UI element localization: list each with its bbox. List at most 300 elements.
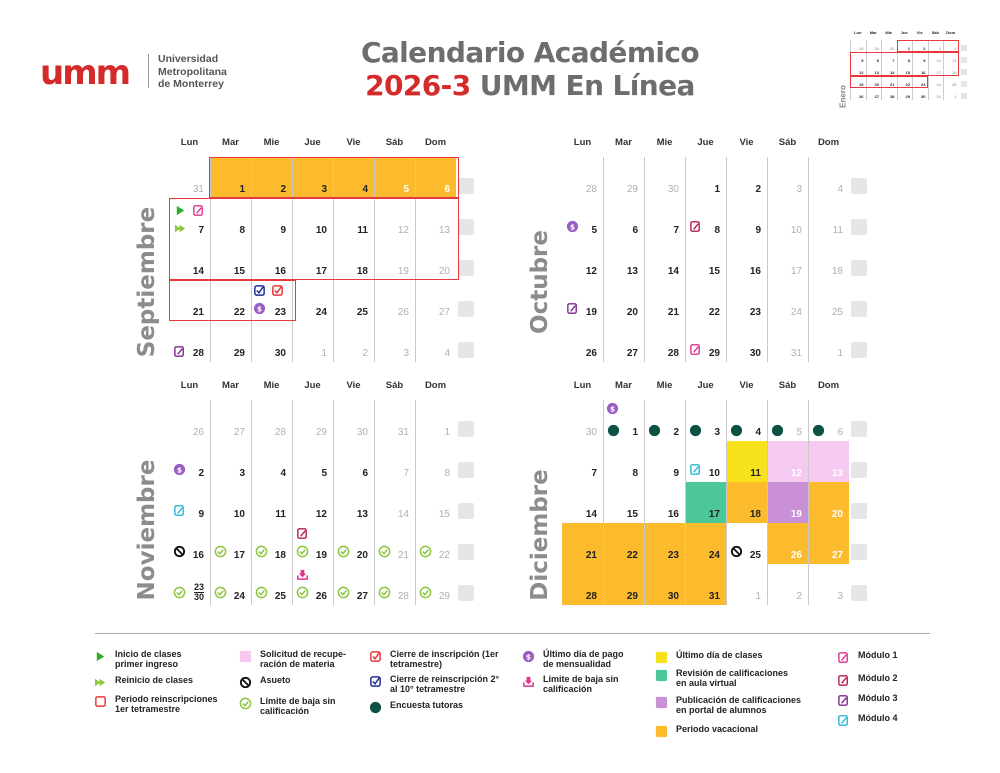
day-cell	[333, 198, 374, 239]
modulo-4-icon	[836, 714, 850, 726]
solicitud-recuperacion-icon	[238, 650, 252, 662]
weekday-diciembre: Vie	[739, 380, 754, 391]
mini-weekday: Vie	[916, 30, 923, 35]
day-number: 21	[667, 307, 679, 318]
day-cell	[685, 482, 726, 523]
day-number: 9	[280, 225, 286, 236]
day-number: 30	[667, 591, 679, 602]
legend-label: Reinicio de clases	[115, 675, 194, 685]
legend-label: Cierre de inscripción (1er tetramestre)	[390, 649, 499, 669]
limite-baja-icon	[296, 586, 309, 599]
mini-day: 24	[928, 76, 944, 88]
day-cell	[169, 400, 210, 441]
day-cell	[603, 523, 644, 564]
modulo-4-icon	[173, 504, 186, 517]
day-number: 14	[585, 509, 597, 520]
day-number: 6	[362, 468, 368, 479]
mini-day: 27	[866, 88, 882, 100]
encuesta-tutoras-icon	[771, 424, 784, 437]
legend-label: Periodo reinscripciones 1er tetramestre	[115, 694, 218, 714]
day-number: 3	[714, 427, 720, 438]
weekday-noviembre: Jue	[304, 380, 321, 391]
day-number: 28	[397, 591, 409, 602]
day-cell	[767, 523, 808, 564]
day-number: 7	[198, 225, 204, 236]
legend-label: Módulo 4	[858, 713, 898, 723]
week-checkbox[interactable]	[458, 503, 474, 519]
legend-label: Periodo vacacional	[676, 724, 759, 734]
day-cell	[726, 321, 767, 362]
day-number: 11	[832, 225, 843, 236]
week-checkbox[interactable]	[851, 342, 867, 358]
day-cell	[374, 321, 415, 362]
month-diciembre	[520, 380, 847, 615]
mini-checkbox	[961, 57, 967, 63]
day-number: 16	[192, 550, 204, 561]
legend-label: Último día de clases	[676, 650, 763, 660]
mini-weekday: Mie	[885, 30, 893, 35]
legend-item-modulo4	[836, 714, 906, 726]
mini-highlight	[850, 76, 928, 88]
day-number: 23	[274, 307, 286, 318]
day-cell	[251, 482, 292, 523]
day-number: 12	[397, 225, 409, 236]
mini-day: 12	[850, 64, 866, 76]
day-number: 1	[714, 184, 720, 195]
week-checkbox[interactable]	[851, 219, 867, 235]
mini-checkbox	[961, 69, 967, 75]
limite-baja-icon	[214, 586, 227, 599]
day-cell	[726, 441, 767, 482]
svg-text:$: $	[569, 222, 576, 232]
day-number: 10	[315, 225, 327, 236]
day-number: 15	[233, 266, 245, 277]
day-number: 3	[837, 591, 843, 602]
day-number: 8	[632, 468, 638, 479]
weekday-octubre: Dom	[817, 137, 840, 148]
day-number: 29	[626, 591, 638, 602]
mini-day: 2	[912, 40, 928, 52]
day-number: 15	[626, 509, 638, 520]
month-name-noviembre: Noviembre	[134, 459, 160, 601]
legend-item-publicacion	[654, 696, 814, 715]
day-cell	[767, 157, 808, 198]
day-cell	[251, 441, 292, 482]
mini-day: 29	[897, 88, 913, 100]
week-checkbox[interactable]	[458, 178, 474, 194]
day-number: 11	[275, 509, 286, 520]
day-number: 19	[585, 307, 597, 318]
mini-month-name: Enero	[838, 85, 848, 108]
day-cell	[251, 198, 292, 239]
day-cell	[374, 239, 415, 280]
day-cell	[726, 280, 767, 321]
legend-item-limite-baja	[521, 675, 636, 694]
day-cell	[169, 280, 210, 321]
legend-label: Módulo 1	[858, 650, 898, 660]
day-number: 17	[233, 550, 245, 561]
mini-day: 26	[850, 88, 866, 100]
day-cell	[415, 239, 456, 280]
day-cell	[644, 482, 685, 523]
day-number: 31	[397, 427, 409, 438]
weekday-septiembre: Dom	[424, 137, 447, 148]
day-cell	[333, 321, 374, 362]
week-checkbox[interactable]	[851, 544, 867, 560]
week-checkbox[interactable]	[458, 219, 474, 235]
weekday-diciembre: Lun	[573, 380, 592, 391]
day-cell	[603, 482, 644, 523]
day-number: 12	[585, 266, 597, 277]
day-number: 31	[192, 184, 204, 195]
day-number: 11	[357, 225, 368, 236]
month-name-septiembre: Septiembre	[134, 206, 160, 358]
cierre-inscripcion-icon	[271, 284, 284, 297]
day-cell	[808, 523, 849, 564]
weekday-octubre: Lun	[573, 137, 592, 148]
day-number: 20	[831, 509, 843, 520]
day-number: 4	[755, 427, 761, 438]
day-cell	[374, 482, 415, 523]
inicio-clases-icon	[93, 650, 107, 662]
legend-item-reinicio	[93, 676, 213, 688]
day-number: 23	[749, 307, 761, 318]
day-cell	[374, 441, 415, 482]
day-cell	[603, 564, 644, 605]
day-number: 20	[356, 550, 368, 561]
day-number: 12	[790, 468, 802, 479]
pago-mensualidad-icon	[173, 463, 186, 476]
day-cell	[808, 157, 849, 198]
pago-mensualidad-icon	[566, 220, 579, 233]
mini-day: 13	[866, 64, 882, 76]
day-number: 1	[632, 427, 638, 438]
day-number: 26	[790, 550, 802, 561]
week-checkbox[interactable]	[458, 462, 474, 478]
week-checkbox[interactable]	[458, 301, 474, 317]
month-name-diciembre: Diciembre	[527, 469, 553, 601]
legend-item-ultimo-pago	[521, 650, 636, 669]
legend-item-inicio	[93, 650, 183, 669]
day-cell	[210, 157, 251, 198]
day-number: 5	[321, 468, 327, 479]
modulo-2-icon	[689, 220, 702, 233]
day-number: 4	[280, 468, 286, 479]
mini-weekday: Dom	[946, 30, 956, 35]
day-cell	[603, 321, 644, 362]
weekday-noviembre: Mar	[222, 380, 239, 391]
day-number: 6	[632, 225, 638, 236]
legend-label: Inicio de clases primer ingreso	[115, 649, 182, 669]
day-number: 21	[397, 550, 409, 561]
day-number: 26	[192, 427, 204, 438]
legend-item-modulo2	[836, 674, 906, 686]
day-number: 9	[755, 225, 761, 236]
day-cell	[644, 523, 685, 564]
legend-item-asueto	[238, 676, 348, 688]
mini-day: 28	[881, 88, 897, 100]
legend-item-vacacional	[654, 725, 784, 737]
week-checkbox[interactable]	[458, 544, 474, 560]
weekday-octubre: Sáb	[778, 137, 797, 148]
day-number: 28	[274, 427, 286, 438]
mini-day: 30	[866, 40, 882, 52]
mini-day: 29	[850, 40, 866, 52]
day-number: 2	[755, 184, 761, 195]
day-number: 30	[356, 427, 368, 438]
day-cell	[292, 400, 333, 441]
legend-label: Límite de baja sin calificación	[260, 696, 336, 716]
mini-checkbox	[961, 81, 967, 87]
day-number: 24	[315, 307, 327, 318]
day-number: 5	[403, 184, 409, 195]
legend-label: Publicación de calificaciones en portal de alumnos	[676, 695, 802, 715]
reinicio-clases-icon	[174, 222, 187, 235]
day-cell	[726, 239, 767, 280]
limite-baja-icon	[238, 697, 252, 709]
day-cell	[562, 482, 603, 523]
day-number: 28	[192, 348, 204, 359]
pago-mensualidad-icon	[521, 650, 535, 662]
encuesta-tutoras-icon	[648, 424, 661, 437]
mini-calendar-enero	[838, 30, 963, 120]
day-number: 30	[274, 348, 286, 359]
day-number: 28	[585, 184, 597, 195]
logo-text: Universidad Metropolitana de Monterrey	[158, 53, 227, 90]
day-number: 1	[755, 591, 761, 602]
day-number: 12	[315, 509, 327, 520]
modulo-1-icon	[836, 651, 850, 663]
day-number: 28	[585, 591, 597, 602]
legend-item-periodo-reinsc	[93, 695, 233, 714]
day-number: 30	[585, 427, 597, 438]
day-number: 25	[749, 550, 761, 561]
week-checkbox[interactable]	[851, 260, 867, 276]
mini-day: 22	[897, 76, 913, 88]
mini-day: 18	[943, 64, 959, 76]
page-title: Calendario Académico 2026-3 UMM En Línea	[360, 36, 700, 102]
weekday-septiembre: Lun	[180, 137, 199, 148]
mini-day: 23	[912, 76, 928, 88]
day-number-bottom: 30	[193, 592, 204, 602]
mini-day: 8	[897, 52, 913, 64]
day-cell	[333, 280, 374, 321]
day-number: 31	[790, 348, 802, 359]
weekday-septiembre: Mie	[263, 137, 280, 148]
day-cell	[767, 441, 808, 482]
day-number: 1	[444, 427, 450, 438]
day-cell	[603, 441, 644, 482]
day-number: 25	[274, 591, 286, 602]
day-number: 7	[673, 225, 679, 236]
cierre-reinscripcion-icon	[253, 284, 266, 297]
day-cell	[726, 564, 767, 605]
month-septiembre	[125, 137, 452, 372]
day-number: 13	[626, 266, 638, 277]
day-cell	[169, 157, 210, 198]
legend-label: Revisión de calificaciones en aula virtual	[676, 668, 789, 688]
cierre-inscripcion-icon	[368, 650, 382, 662]
day-cell	[251, 157, 292, 198]
week-checkbox[interactable]	[458, 260, 474, 276]
week-checkbox[interactable]	[851, 421, 867, 437]
day-number: 25	[356, 307, 368, 318]
legend-label: Solicitud de recupe- ración de materia	[260, 649, 347, 669]
day-number: 15	[438, 509, 450, 520]
mini-day: 31	[881, 40, 897, 52]
day-cell	[251, 400, 292, 441]
day-number: 29	[315, 427, 327, 438]
mini-day: 21	[881, 76, 897, 88]
week-checkbox[interactable]	[458, 421, 474, 437]
legend-item-cierre-insc	[368, 650, 503, 669]
day-number: 14	[667, 266, 679, 277]
day-cell	[210, 321, 251, 362]
mini-weekday: Lun	[854, 30, 862, 35]
day-number: 4	[362, 184, 368, 195]
modulo-3-icon	[836, 694, 850, 706]
inicio-clases-icon	[174, 204, 187, 217]
week-checkbox[interactable]	[851, 585, 867, 601]
encuesta-tutoras-icon	[730, 424, 743, 437]
periodo-vacacional-icon	[654, 725, 668, 737]
legend-divider	[95, 633, 930, 634]
weekday-septiembre: Sáb	[385, 137, 404, 148]
mini-day: 6	[866, 52, 882, 64]
day-number: 22	[233, 307, 245, 318]
asueto-icon	[238, 676, 252, 688]
day-cell	[767, 482, 808, 523]
day-number: 17	[315, 266, 327, 277]
day-number: 2	[362, 348, 368, 359]
day-cell	[644, 441, 685, 482]
day-cell	[808, 280, 849, 321]
day-cell	[415, 157, 456, 198]
legend-label: Último día de pago de mensualidad	[543, 649, 624, 669]
day-number: 29	[438, 591, 450, 602]
weekday-septiembre: Jue	[304, 137, 321, 148]
weekday-septiembre: Mar	[222, 137, 239, 148]
mini-day: 30	[912, 88, 928, 100]
week-checkbox[interactable]	[851, 462, 867, 478]
reinicio-clases-icon	[93, 676, 107, 688]
day-cell	[374, 400, 415, 441]
limite-baja-icon	[337, 545, 350, 558]
mini-checkbox	[961, 45, 967, 51]
day-cell	[210, 400, 251, 441]
day-number: 22	[708, 307, 720, 318]
periodo-reinscripciones-icon	[93, 695, 107, 707]
day-number: 2	[280, 184, 286, 195]
day-cell	[374, 157, 415, 198]
modulo-3-icon	[173, 345, 186, 358]
week-checkbox[interactable]	[458, 585, 474, 601]
day-number: 10	[233, 509, 245, 520]
day-cell	[333, 400, 374, 441]
day-number: 27	[626, 348, 638, 359]
day-number: 19	[397, 266, 409, 277]
publicacion-calificaciones-icon	[654, 696, 668, 708]
day-number: 14	[397, 509, 409, 520]
day-cell	[292, 157, 333, 198]
limite-baja-icon	[173, 586, 186, 599]
svg-text:$: $	[525, 651, 531, 661]
legend-item-limite-baja-sin	[238, 697, 348, 716]
modulo-4-icon	[689, 463, 702, 476]
mini-day: 19	[850, 76, 866, 88]
day-number: 26	[315, 591, 327, 602]
week-checkbox[interactable]	[458, 342, 474, 358]
week-checkbox[interactable]	[851, 503, 867, 519]
day-cell	[415, 280, 456, 321]
day-cell	[726, 482, 767, 523]
mini-weekday: Sáb	[931, 30, 939, 35]
day-number: 1	[321, 348, 327, 359]
day-number: 5	[591, 225, 597, 236]
weekday-diciembre: Dom	[817, 380, 840, 391]
day-number: 21	[585, 550, 597, 561]
weekday-noviembre: Lun	[180, 380, 199, 391]
encuesta-tutoras-icon	[368, 701, 382, 713]
mini-highlight	[850, 52, 959, 76]
mini-day: 3	[928, 40, 944, 52]
day-number: 17	[708, 509, 720, 520]
weekday-noviembre: Vie	[346, 380, 361, 391]
day-number: 23	[667, 550, 679, 561]
mini-checkbox	[961, 93, 967, 99]
legend-item-ultimo-clases	[654, 651, 784, 663]
day-number: 8	[714, 225, 720, 236]
day-cell	[685, 564, 726, 605]
day-cell	[210, 239, 251, 280]
day-cell	[333, 239, 374, 280]
asueto-icon	[173, 545, 186, 558]
day-cell	[685, 239, 726, 280]
day-number: 19	[790, 509, 802, 520]
modulo-2-icon	[836, 674, 850, 686]
week-checkbox[interactable]	[851, 178, 867, 194]
month-noviembre	[125, 380, 452, 615]
day-cell	[292, 441, 333, 482]
day-cell	[210, 280, 251, 321]
day-number: 13	[831, 468, 843, 479]
day-number: 18	[274, 550, 286, 561]
day-cell	[726, 198, 767, 239]
week-checkbox[interactable]	[851, 301, 867, 317]
day-number: 13	[438, 225, 450, 236]
day-number: 5	[796, 427, 802, 438]
day-cell	[808, 482, 849, 523]
legend-item-solicitud	[238, 650, 348, 669]
day-number: 4	[444, 348, 450, 359]
day-cell	[251, 239, 292, 280]
legend-item-encuesta	[368, 701, 498, 713]
encuesta-tutoras-icon	[607, 424, 620, 437]
weekday-noviembre: Sáb	[385, 380, 404, 391]
logo-divider	[148, 54, 149, 88]
svg-text:$: $	[256, 304, 263, 314]
day-number: 27	[438, 307, 450, 318]
limite-baja-icon	[378, 586, 391, 599]
day-number: 22	[438, 550, 450, 561]
day-number: 24	[708, 550, 720, 561]
limite-baja-icon	[296, 545, 309, 558]
day-cell	[562, 239, 603, 280]
day-number: 18	[831, 266, 843, 277]
legend-item-revision	[654, 669, 794, 688]
day-cell	[292, 280, 333, 321]
day-cell	[333, 441, 374, 482]
